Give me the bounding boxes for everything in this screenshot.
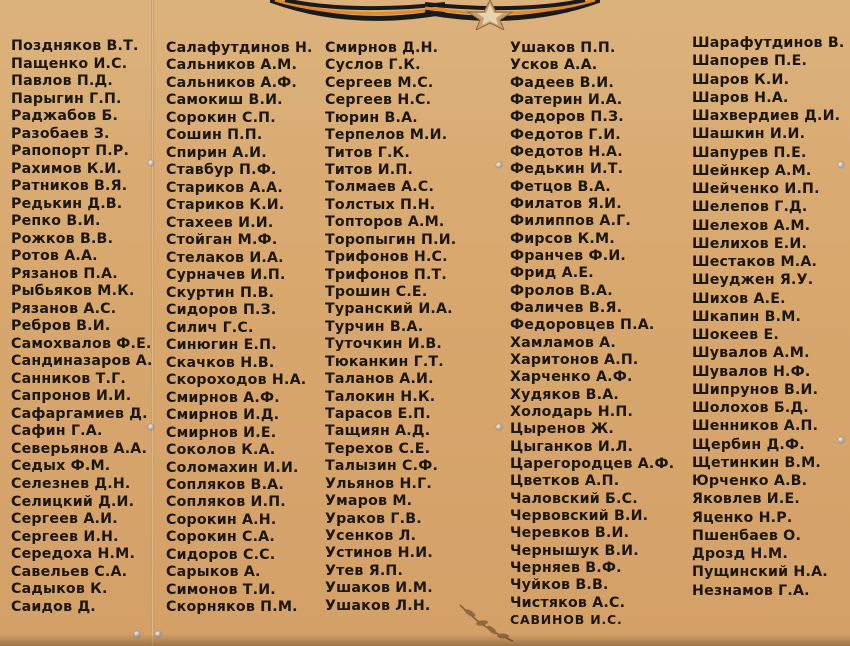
name-entry: Смирнов И.Е.: [166, 424, 277, 441]
name-entry: Царегородцев А.Ф.: [510, 455, 675, 472]
name-entry: Сапронов И.И.: [11, 388, 132, 405]
name-entry: Шелехов А.М.: [692, 217, 811, 234]
name-entry: Рыбьяков М.К.: [11, 283, 135, 300]
name-entry: Усенков Л.: [325, 528, 417, 545]
name-entry: Ушаков П.П.: [510, 40, 616, 56]
name-entry: Стойган М.Ф.: [166, 232, 278, 249]
name-entry: Туточкин И.В.: [325, 336, 443, 353]
name-entry: Черняев В.Ф.: [510, 559, 622, 576]
name-entry: Сандиназаров А.: [11, 353, 153, 370]
name-entry: Шеуджен Я.У.: [692, 272, 814, 289]
name-entry: Чаловский Б.С.: [510, 490, 638, 507]
name-entry: Щетинкин В.М.: [692, 454, 822, 471]
name-entry: Хамламов А.: [510, 334, 616, 351]
name-entry: Ушаков Л.Н.: [325, 597, 431, 614]
name-entry: Харченко А.Ф.: [510, 369, 633, 386]
name-entry: Шапорев П.Е.: [692, 53, 808, 70]
name-entry: Федоровцев П.А.: [510, 317, 655, 334]
name-entry: Смирнов И.Д.: [166, 407, 280, 424]
name-entry: Фирсов К.М.: [510, 230, 615, 247]
name-entry: Рязанов А.С.: [11, 300, 117, 317]
name-entry: Шестаков М.А.: [692, 254, 818, 270]
name-entry: Харитонов А.П.: [510, 351, 639, 368]
name-entry: Яценко Н.Р.: [692, 509, 793, 526]
name-entry: Сурначев И.П.: [166, 267, 286, 284]
rivet: [496, 162, 502, 168]
name-entry: Цветков А.П.: [510, 473, 620, 490]
name-entry: Фаличев В.Я.: [510, 299, 623, 316]
name-entry: Салафутдинов Н.: [166, 40, 313, 56]
name-entry: Спирин А.И.: [166, 144, 267, 161]
name-entry: Титов Г.К.: [325, 144, 410, 161]
name-entry: Самокиш В.И.: [166, 92, 283, 109]
name-entry: Чуйков В.В.: [510, 577, 609, 594]
name-entry: Сафин Г.А.: [11, 423, 103, 440]
name-entry: Шипрунов В.И.: [692, 381, 819, 398]
name-entry: Стариков А.А.: [166, 179, 283, 196]
name-entry: Смирнов Д.Н.: [325, 40, 439, 56]
name-entry: Саидов Д.: [11, 598, 96, 615]
name-entry: Устинов Н.И.: [325, 545, 433, 562]
name-entry: Поздняков В.Т.: [11, 38, 139, 54]
name-entry: Шейченко И.П.: [692, 181, 820, 197]
name-entry: Топторов А.М.: [325, 214, 445, 231]
name-entry: Шейнкер А.М.: [692, 162, 812, 179]
name-entry: Стариков К.И.: [166, 197, 285, 214]
name-entry: Терпелов М.И.: [325, 127, 448, 144]
name-entry: Цыганков И.Л.: [510, 438, 634, 455]
name-entry: Пшенбаев О.: [692, 527, 802, 544]
name-entry: Садыков К.: [11, 581, 108, 598]
name-entry: Рахимов К.И.: [11, 160, 122, 177]
name-entry: Сопляков В.А.: [166, 477, 284, 493]
name-entry: Суслов Г.К.: [325, 57, 421, 74]
name-entry: Ратников В.Я.: [11, 178, 128, 195]
name-entry: Седых Ф.М.: [11, 458, 111, 475]
name-entry: Чернышук В.И.: [510, 542, 639, 559]
rivet: [148, 424, 154, 430]
name-entry: Шокеев Е.: [692, 327, 779, 343]
name-entry: Сергеев И.Н.: [11, 528, 119, 545]
name-entry: Талызин С.Ф.: [325, 458, 439, 475]
name-entry: Скороходов Н.А.: [166, 372, 307, 389]
name-entry: Червовский В.И.: [510, 507, 649, 524]
name-entry: Силич Г.С.: [166, 319, 254, 336]
name-entry: Парыгин Г.П.: [11, 90, 122, 107]
name-entry: Трифонов П.Т.: [325, 266, 447, 283]
name-entry: Шкапин В.М.: [692, 308, 802, 325]
name-entry: Соломахин И.И.: [166, 459, 299, 476]
name-entry: Яковлев И.Е.: [692, 491, 800, 508]
name-entry: Турчин В.А.: [325, 318, 424, 335]
name-entry: Стахеев И.И.: [166, 214, 274, 231]
name-entry: Ушаков И.М.: [325, 580, 433, 597]
name-entry: Филиппов А.Г.: [510, 213, 632, 230]
name-entry: Терехов С.Е.: [325, 440, 431, 457]
name-entry: Черевков В.И.: [510, 525, 630, 542]
name-entry: Синюгин Е.П.: [166, 337, 277, 354]
name-entry: Ребров В.И.: [11, 318, 111, 335]
name-entry: Тюрин В.А.: [325, 109, 418, 126]
name-entry: Франчев Ф.И.: [510, 247, 627, 264]
name-entry: Скуртин П.В.: [166, 284, 275, 301]
name-entry: Сафаргамиев Д.: [11, 405, 148, 422]
name-entry: Фетцов В.А.: [510, 178, 611, 195]
name-entry: Санников Т.Г.: [11, 370, 126, 387]
name-entry: Ставбур П.Ф.: [166, 162, 277, 179]
name-entry: Смирнов А.Ф.: [166, 389, 280, 406]
rivet: [148, 160, 154, 166]
name-entry: Холодарь Н.П.: [510, 403, 634, 420]
name-entry: Федотов Г.И.: [510, 126, 621, 143]
name-entry: Тащиян А.Д.: [325, 423, 431, 440]
name-entry: Незнамов Г.А.: [692, 582, 810, 599]
name-entry: Редькин Д.В.: [11, 195, 123, 212]
name-entry: Сорокин С.А.: [166, 529, 275, 546]
name-entry: Чистяков А.С.: [510, 594, 626, 611]
name-entry: Ульянов Н.Г.: [325, 475, 432, 492]
name-entry: Ураков Г.В.: [325, 510, 422, 527]
name-entry: Сергеев А.И.: [11, 511, 118, 528]
name-entry: Фролов В.А.: [510, 282, 613, 299]
name-entry: Селезнев Д.Н.: [11, 476, 131, 492]
name-entry: Шихов А.Е.: [692, 290, 786, 307]
name-entry: Сергеев Н.С.: [325, 92, 432, 109]
name-entry: Соколов К.А.: [166, 442, 276, 459]
name-entry: Сальников А.Ф.: [166, 74, 298, 91]
rivet: [838, 437, 844, 443]
name-entry: Пущинский Н.А.: [692, 564, 828, 581]
name-entry: Титов И.П.: [325, 162, 414, 178]
star-emblem-icon: [460, 0, 520, 30]
name-entry: Шашкин И.И.: [692, 126, 806, 143]
name-entry: Туранский И.А.: [325, 301, 453, 318]
name-entry: Умаров М.: [325, 493, 413, 510]
name-entry: Середоха Н.М.: [11, 546, 136, 563]
name-entry: Цыренов Ж.: [510, 421, 614, 438]
name-entry: Юрченко А.В.: [692, 473, 808, 489]
name-entry: САВИНОВ И.С.: [510, 611, 623, 627]
name-entry: Шахвердиев Д.И.: [692, 108, 841, 124]
name-entry: Талокин Н.К.: [325, 388, 436, 405]
name-entry: Шелепов Г.Д.: [692, 199, 808, 216]
rivet: [496, 424, 502, 430]
name-entry: Утев Я.П.: [325, 562, 404, 579]
name-entry: Скорняков П.М.: [166, 599, 298, 616]
name-entry: Фрид А.Е.: [510, 265, 594, 282]
name-entry: Сидоров С.С.: [166, 546, 276, 563]
name-entry: Федоров П.З.: [510, 109, 624, 126]
name-entry: Шапурев П.Е.: [692, 144, 807, 161]
name-entry: Трифонов Н.С.: [325, 249, 448, 266]
name-entry: Сидоров П.З.: [166, 302, 277, 319]
st-george-ribbon-icon: [270, 0, 600, 22]
name-entry: Рапопорт П.Р.: [11, 143, 130, 160]
name-entry: Шаров Н.А.: [692, 89, 789, 106]
name-entry: Усков А.А.: [510, 57, 598, 74]
name-entry: Дрозд Н.М.: [692, 546, 788, 562]
name-entry: Сопляков И.П.: [166, 494, 286, 511]
name-entry: Тюканкин Г.Т.: [325, 353, 444, 370]
name-entry: Щербин Д.Ф.: [692, 436, 805, 453]
name-entry: Селицкий Д.И.: [11, 493, 135, 510]
name-entry: Павлов П.Д.: [11, 73, 113, 90]
name-entry: Сорокин А.Н.: [166, 511, 277, 528]
name-entry: Скачков Н.В.: [166, 354, 275, 371]
name-entry: Шувалов Н.Ф.: [692, 363, 811, 380]
name-entry: Сальников А.М.: [166, 57, 298, 74]
name-entry: Трошин С.Е.: [325, 284, 428, 301]
name-entry: Рязанов П.А.: [11, 265, 118, 282]
name-entry: Пащенко И.С.: [11, 55, 128, 72]
name-entry: Разобаев З.: [11, 125, 110, 142]
name-entry: Шолохов Б.Д.: [692, 400, 809, 416]
name-entry: Толстых П.Н.: [325, 196, 436, 213]
name-entry: Федькин И.Т.: [510, 161, 624, 178]
name-entry: Савельев С.А.: [11, 563, 128, 580]
name-entry: Сарыков А.: [166, 564, 261, 581]
name-entry: Сорокин С.П.: [166, 109, 276, 126]
name-entry: Репко В.И.: [11, 213, 101, 230]
name-entry: Рожков В.В.: [11, 230, 114, 247]
name-entry: Сошин П.П.: [166, 127, 263, 144]
name-entry: Шелихов Е.И.: [692, 235, 808, 252]
name-entry: Самохвалов Ф.Е.: [11, 335, 152, 352]
name-entry: Федотов Н.А.: [510, 143, 623, 160]
name-entry: Шаров К.И.: [692, 71, 790, 88]
name-entry: Сергеев М.С.: [325, 74, 434, 91]
name-entry: Шарафутдинов В.: [692, 35, 845, 51]
name-entry: Симонов Т.И.: [166, 581, 276, 598]
name-entry: Филатов Я.И.: [510, 195, 622, 212]
name-entry: Торопыгин П.И.: [325, 231, 457, 248]
name-entry: Фадеев В.И.: [510, 74, 614, 91]
name-entry: Худяков В.А.: [510, 386, 620, 403]
rivet: [838, 162, 844, 168]
bottom-shadow: [0, 634, 850, 646]
name-entry: Раджабов Б.: [11, 108, 119, 125]
name-entry: Северьянов А.А.: [11, 440, 148, 457]
panel-seam: [151, 0, 154, 646]
name-entry: Толмаев А.С.: [325, 179, 435, 196]
name-entry: Ротов А.А.: [11, 248, 98, 265]
name-entry: Шенников А.П.: [692, 418, 819, 435]
name-entry: Фатерин И.А.: [510, 91, 623, 108]
name-entry: Шувалов А.М.: [692, 345, 810, 362]
name-entry: Тарасов Е.П.: [325, 406, 431, 423]
name-entry: Стелаков И.А.: [166, 249, 284, 266]
name-entry: Таланов А.И.: [325, 371, 434, 388]
